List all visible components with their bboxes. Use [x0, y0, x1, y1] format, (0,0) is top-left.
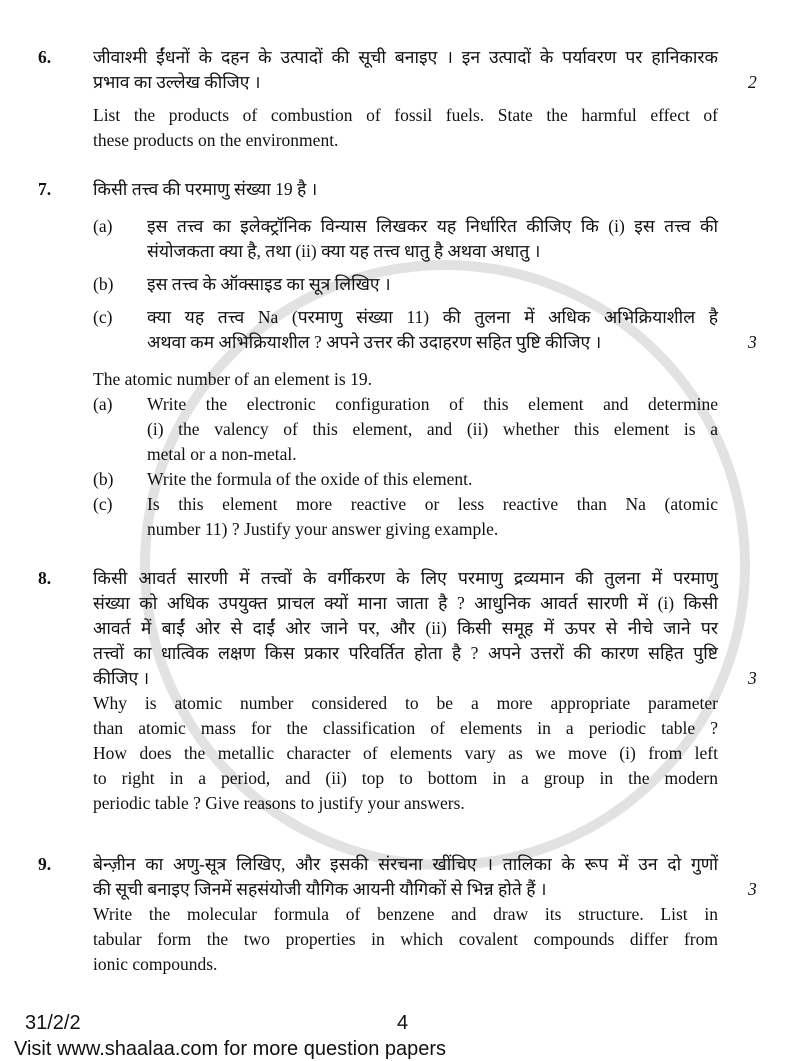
q7-marks: 3 — [748, 332, 757, 352]
q7-english-part-c — [93, 492, 718, 542]
part-label: (a) — [93, 216, 113, 236]
q6-hindi-line: प्रभाव का उल्लेख कीजिए । — [93, 72, 261, 92]
question-6 — [0, 45, 757, 153]
q7-english-a-line: metal or a non-metal. — [147, 444, 297, 464]
q7-hindi-c-line: अथवा कम अभिक्रियाशील ? अपने उत्तर की उदाहरण सहित पुष्टि कीजिए । — [147, 332, 602, 352]
question-number: 7. — [38, 179, 52, 199]
q8-hindi-line: आवर्त में बाईं ओर से दाईं ओर जाने पर, और (ii) किसी समूह में ऊपर से नीचे जाने पर — [93, 618, 718, 638]
q9-marks: 3 — [748, 879, 757, 899]
page-number: 4 — [397, 1012, 409, 1034]
q7-english-a-line: Write the electronic configuration of this element and determine — [147, 394, 718, 414]
q9-english-line: tabular form the two properties in which covalent compounds differ from — [93, 929, 718, 949]
q7-english-a-line: (i) the valency of this element, and (ii) whether this element is a — [147, 419, 718, 439]
q7-english-c-line: number 11) ? Justify your answer giving example. — [147, 519, 499, 539]
part-label: (b) — [93, 274, 114, 294]
q8-hindi-line: संख्या को अधिक उपयुक्त प्राचल क्यों माना जाता है ? आधुनिक आवर्त सारणी में (i) किसी — [93, 593, 718, 613]
q7-english-intro: The atomic number of an element is 19. — [93, 369, 372, 389]
q8-english-line: to right in a period, and (ii) top to bottom in a group in the modern — [93, 768, 718, 788]
q8-hindi-line: कीजिए । — [93, 668, 150, 688]
question-number: 8. — [38, 568, 52, 588]
q8-english-line: Why is atomic number considered to be a more appropriate parameter — [93, 693, 718, 713]
q6-english-line: List the products of combustion of fossil fuels. State the harmful effect of — [93, 105, 718, 125]
question-number: 6. — [38, 47, 52, 67]
q7-hindi-part-c — [93, 305, 757, 355]
q7-hindi-b-line: इस तत्त्व के ऑक्साइड का सूत्र लिखिए । — [147, 274, 391, 294]
q8-english-line: periodic table ? Give reasons to justify your answers. — [93, 793, 465, 813]
q8-english-line: than atomic mass for the classification of elements in a periodic table ? — [93, 718, 718, 738]
q7-hindi-c-line: क्या यह तत्त्व Na (परमाणु संख्या 11) की तुलना में अधिक अभिक्रियाशील है — [147, 307, 718, 327]
q7-hindi-intro: किसी तत्त्व की परमाणु संख्या 19 है । — [93, 179, 318, 199]
q9-hindi-line: बेन्ज़ीन का अणु-सूत्र लिखिए, और इसकी संरचना खींचिए । तालिका के रूप में उन दो गुणों — [93, 854, 718, 874]
q8-hindi-line: तत्त्वों का धात्विक लक्षण किस प्रकार परिवर्तित होता है ? अपने उत्तरों की कारण सहित पुष्टि — [93, 643, 718, 663]
part-label: (c) — [93, 307, 113, 327]
q7-english-c-line: Is this element more reactive or less reactive than Na (atomic — [147, 494, 718, 514]
q8-english-line: How does the metallic character of elements vary as we move (i) from left — [93, 743, 718, 763]
q6-hindi-line: जीवाश्मी ईंधनों के दहन के उत्पादों की सूची बनाइए । इन उत्पादों के पर्यावरण पर हानिकारक — [93, 47, 718, 67]
question-number: 9. — [38, 854, 52, 874]
q7-hindi-part-a — [93, 214, 718, 264]
q9-english-line: Write the molecular formula of benzene and draw its structure. List in — [93, 904, 718, 924]
q7-english-b-line: Write the formula of the oxide of this element. — [147, 469, 473, 489]
q7-hindi-a-line: संयोजकता क्या है, तथा (ii) क्या यह तत्त्व धातु है अथवा अधातु । — [147, 241, 541, 261]
part-label: (b) — [93, 469, 114, 489]
q9-hindi-line: की सूची बनाइए जिनमें सहसंयोजी यौगिक आयनी यौगिकों से भिन्न होते हैं । — [93, 879, 547, 899]
visit-link[interactable]: Visit www.shaalaa.com for more question papers — [14, 1038, 447, 1060]
q7-english-part-a — [93, 392, 718, 467]
q7-english-part-b — [93, 467, 718, 492]
question-9 — [0, 852, 757, 977]
q7-hindi-part-b — [93, 272, 718, 297]
question-8 — [0, 566, 757, 816]
part-label: (a) — [93, 394, 113, 414]
q8-marks: 3 — [748, 668, 757, 688]
q9-english-line: ionic compounds. — [93, 954, 218, 974]
part-label: (c) — [93, 494, 113, 514]
q8-hindi-line: किसी आवर्त सारणी में तत्त्वों के वर्गीकरण के लिए परमाणु द्रव्यमान की तुलना में परमाणु — [93, 568, 718, 588]
q6-marks: 2 — [748, 72, 757, 92]
footer — [0, 1011, 800, 1035]
q6-english-line: these products on the environment. — [93, 130, 339, 150]
q7-hindi-a-line: इस तत्त्व का इलेक्ट्रॉनिक विन्यास लिखकर यह निर्धारित कीजिए कि (i) इस तत्त्व की — [147, 216, 718, 236]
question-7 — [0, 177, 757, 542]
paper-code: 31/2/2 — [25, 1012, 81, 1034]
